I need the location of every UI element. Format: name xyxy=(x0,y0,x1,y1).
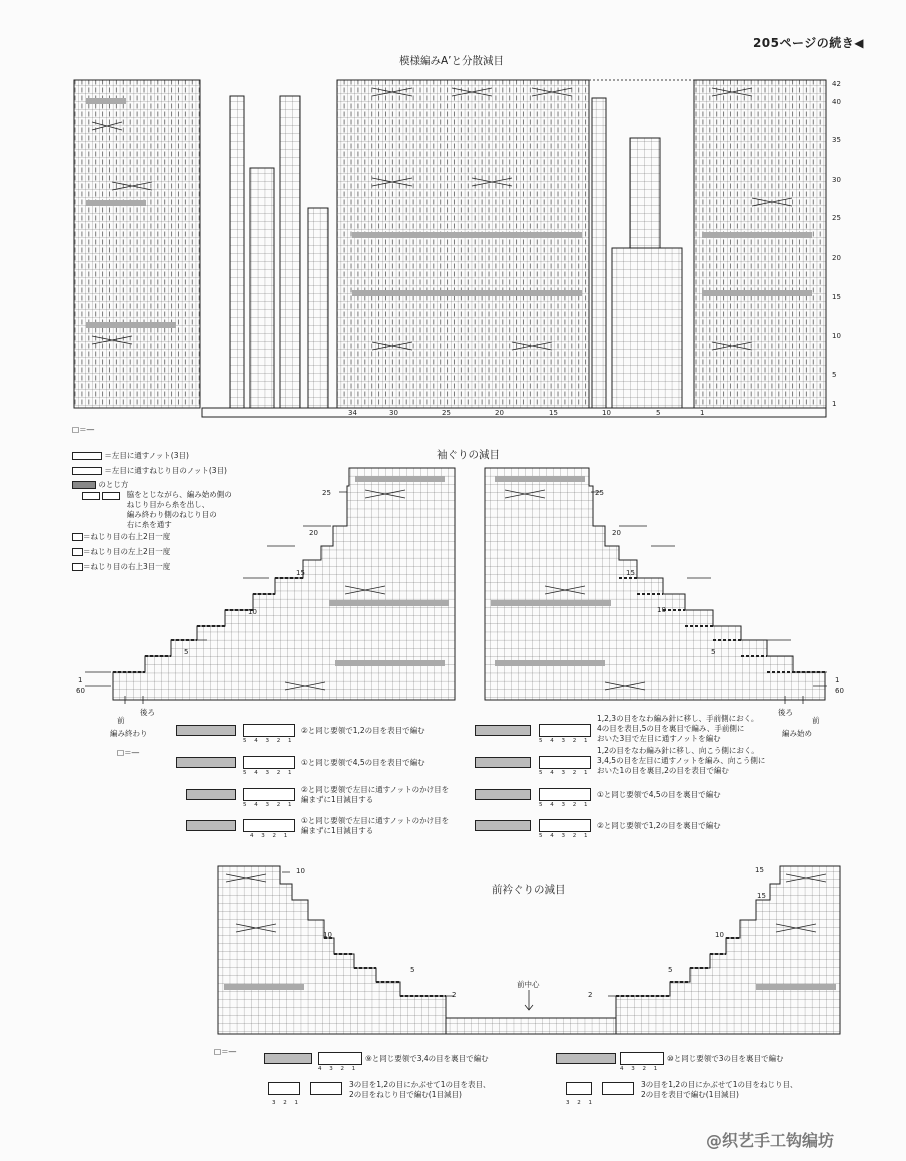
neckline-row-mark: 10 xyxy=(715,931,724,939)
neckline-row-mark: 10 xyxy=(323,931,332,939)
armhole-note-diagram xyxy=(539,819,591,832)
armhole-note-diagram xyxy=(539,756,591,769)
neckline-note-diagram xyxy=(318,1052,362,1065)
neckline-chart xyxy=(216,864,846,1039)
armhole-note-diagram xyxy=(243,819,295,832)
neckline-center-label: 前中心 xyxy=(517,980,540,989)
armhole-note-diagram xyxy=(243,788,295,801)
armhole-note-diagram xyxy=(539,724,591,737)
legend-knot-left: ＝左目に通すノット(3目) xyxy=(72,450,189,461)
legend-blank-eq: □＝― xyxy=(72,425,95,434)
legend-decrease-1: ＝ねじり目の右上2目一度 xyxy=(72,531,170,542)
legend-decrease-2: ＝ねじり目の左上2目一度 xyxy=(72,546,170,557)
armhole-note-bar xyxy=(475,725,531,736)
armhole-note-text: ①と同じ要領で左目に通すノットのかけ目を 編まずに1目減目する xyxy=(301,816,450,835)
armhole-note-bar xyxy=(475,820,531,831)
legend-knot-twisted: ＝左目に通すねじり目のノット(3目) xyxy=(72,465,227,476)
armhole-row-marks-right: 20 xyxy=(612,529,621,537)
watermark: @织艺手工钩编坊 xyxy=(706,1131,835,1150)
armhole-note-numbers: 5 4 3 2 1 xyxy=(243,738,295,744)
armhole-label-start: 編み始め xyxy=(782,729,812,738)
chart-a-column-labels: 34 30 25 20 15 10 5 1 xyxy=(348,409,705,417)
armhole-note-bar xyxy=(475,789,531,800)
armhole-chart xyxy=(85,460,845,710)
neckline-row-mark: 5 xyxy=(668,966,673,974)
armhole-row-marks-right: 5 xyxy=(711,648,716,656)
armhole-note-numbers: 5 4 3 2 1 xyxy=(243,770,295,776)
armhole-note-numbers: 5 4 3 2 1 xyxy=(539,833,591,839)
chart-a-title: 模様編みA’と分散減目 xyxy=(399,55,505,67)
neckline-note-numbers: 4 3 2 1 xyxy=(620,1066,661,1072)
armhole-note-text: ②と同じ要領で左目に通すノットのかけ目を 編まずに1目減目する xyxy=(301,785,450,804)
armhole-note-text: ②と同じ要領で1,2の目を裏目で編む xyxy=(597,821,721,830)
armhole-label-back-left: 後ろ xyxy=(140,708,155,717)
armhole-row-marks-left: 15 xyxy=(296,569,305,577)
armhole-note-bar xyxy=(176,757,236,768)
neckline-decrease-numbers: 3 2 1 xyxy=(272,1100,301,1106)
neckline-note-text: ⑨と同じ要領で3,4の目を裏目で編む xyxy=(365,1054,489,1063)
legend-decrease-3: ＝ねじり目の右上3目一度 xyxy=(72,561,170,572)
armhole-row-marks-right: 25 xyxy=(595,489,604,497)
neckline-bottom-note: 3の目を1,2の目にかぶせて1の目を表目、 2の目をねじり目で編む(1目減目) xyxy=(349,1080,491,1099)
neckline-decrease-diagram xyxy=(566,1082,592,1095)
armhole-row-marks-right: 10 xyxy=(657,606,666,614)
left-decrease-2-icon xyxy=(72,548,83,556)
neckline-row-mark: 15 xyxy=(755,866,764,874)
armhole-note-bar xyxy=(176,725,236,736)
chart-a-grid xyxy=(72,78,836,420)
neckline-note-text: ⑩と同じ要領で3の目を裏目で編む xyxy=(667,1054,784,1063)
neckline-blank-eq: □＝― xyxy=(214,1047,237,1056)
armhole-note-text: ①と同じ要領で4,5の目を裏目で編む xyxy=(597,790,721,799)
right-decrease-3-icon xyxy=(72,563,83,571)
armhole-row-marks-right: 1 xyxy=(835,676,840,684)
neckline-decrease-diagram xyxy=(268,1082,300,1095)
armhole-row-marks-left: 20 xyxy=(309,529,318,537)
neckline-note-numbers: 4 3 2 1 xyxy=(318,1066,359,1072)
armhole-note-diagram xyxy=(243,724,295,737)
neckline-row-mark: 15 xyxy=(757,892,766,900)
armhole-row-marks-left: 1 xyxy=(78,676,83,684)
armhole-note-text: 1,2の目をなわ編み針に移し、向こう側におく。 3,4,5の目を左目に通すノットを編み、向こう側に おいた1の目を裏目,2の目を表目で編む xyxy=(597,746,766,775)
armhole-note-numbers: 5 4 3 2 1 xyxy=(539,770,591,776)
neckline-decrease-result xyxy=(602,1082,634,1095)
neckline-row-mark: 2 xyxy=(452,991,457,999)
armhole-row-marks-left: 5 xyxy=(184,648,189,656)
armhole-label-end: 編み終わり xyxy=(110,729,148,738)
neckline-decrease-result xyxy=(310,1082,342,1095)
armhole-blank-eq: □＝― xyxy=(117,748,140,757)
right-decrease-2-icon xyxy=(72,533,83,541)
armhole-label-front-left: 前 xyxy=(117,716,125,725)
armhole-row-marks-left: 25 xyxy=(322,489,331,497)
armhole-note-numbers: 5 4 3 2 1 xyxy=(539,738,591,744)
neckline-note-bar xyxy=(264,1053,312,1064)
armhole-note-text: ②と同じ要領で1,2の目を表目で編む xyxy=(301,726,425,735)
armhole-row-marks-right: 15 xyxy=(626,569,635,577)
armhole-note-bar xyxy=(186,789,236,800)
legend-closing: のとじ方 xyxy=(72,479,128,490)
neckline-decrease-numbers: 3 2 1 xyxy=(566,1100,595,1106)
neckline-row-mark: 2 xyxy=(588,991,593,999)
armhole-row-marks-right: 60 xyxy=(835,687,844,695)
armhole-note-numbers: 5 4 3 2 1 xyxy=(539,802,591,808)
neckline-note-bar xyxy=(556,1053,616,1064)
neckline-row-mark: 5 xyxy=(410,966,415,974)
armhole-note-bar xyxy=(186,820,236,831)
armhole-note-bar xyxy=(475,757,531,768)
page-continuation: 205ページの続き◀ xyxy=(752,36,864,50)
legend-closing-note: 脇をとじながら、編み始め側の ねじり目から糸を出し、 編み終わり側のねじり目の 右に糸を通す xyxy=(82,490,232,530)
armhole-note-diagram xyxy=(539,788,591,801)
neckline-title: 前衿ぐりの減目 xyxy=(492,884,566,896)
armhole-row-marks-left: 10 xyxy=(248,608,257,616)
armhole-label-back-right: 後ろ xyxy=(778,708,793,717)
neckline-bottom-note: 3の目を1,2の目にかぶせて1の目をねじり目、 2の目を表目で編む(1目減目) xyxy=(641,1080,798,1099)
armhole-label-front-right: 前 xyxy=(812,716,820,725)
armhole-note-diagram xyxy=(243,756,295,769)
neckline-row-mark: 10 xyxy=(296,867,305,875)
neckline-note-diagram xyxy=(620,1052,664,1065)
armhole-note-text: 1,2,3の目をなわ編み針に移し、手前側におく。 4の目を表目,5の目を裏目で編み、手前側に おいた3目で左目に通すノットを編む xyxy=(597,714,759,743)
armhole-note-numbers: 5 4 3 2 1 xyxy=(243,802,295,808)
knot-symbol-icon xyxy=(72,452,102,460)
armhole-note-numbers: 4 3 2 1 xyxy=(250,833,291,839)
armhole-title: 袖ぐりの減目 xyxy=(437,449,500,461)
armhole-note-text: ①と同じ要領で4,5の目を表目で編む xyxy=(301,758,425,767)
armhole-row-marks-left: 60 xyxy=(76,687,85,695)
